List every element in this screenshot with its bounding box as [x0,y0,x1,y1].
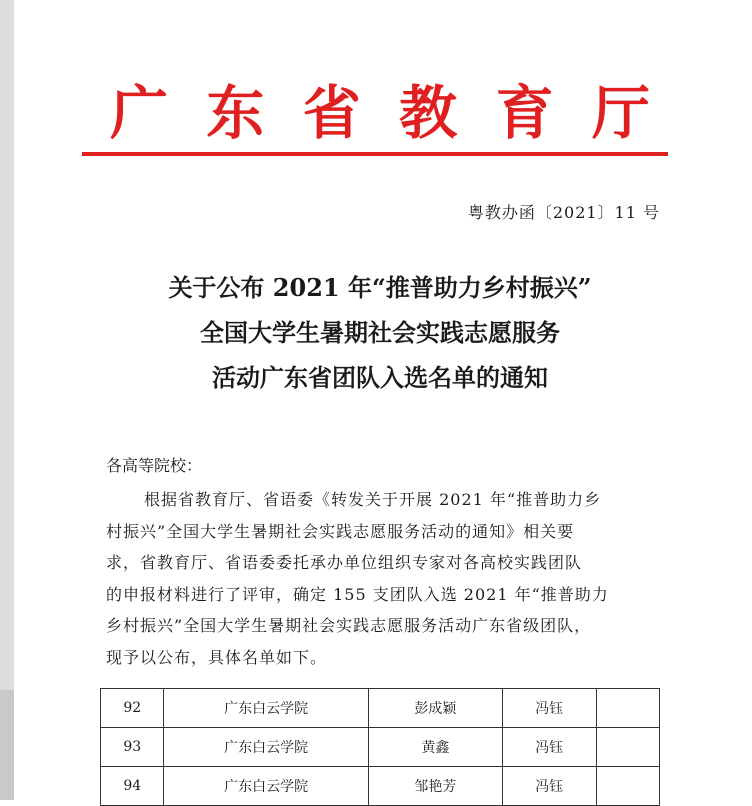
document-number: 粤教办函〔2021〕11 号 [467,203,660,222]
letterhead-char: 东 [206,79,265,147]
letterhead [110,78,650,148]
document-title [80,265,680,400]
member-name: 黄鑫 [368,728,502,767]
scan-left-edge [0,0,14,690]
letterhead-char: 厅 [591,79,650,147]
member-name: 彭成颖 [368,689,502,728]
title-line: 全国大学生暑期社会实践志愿服务 [200,318,560,347]
table-row [101,728,660,767]
teacher-name: 冯钰 [502,728,596,767]
letterhead-red-rule [82,152,668,156]
teacher-name: 冯钰 [502,689,596,728]
school-name: 广东白云学院 [164,767,368,806]
body-line: 根据省教育厅、省语委《转发关于开展 2021 年“推普助力乡 [144,490,602,509]
title-line: 活动广东省团队入选名单的通知 [212,363,548,392]
extra-cell [596,689,659,728]
row-number: 93 [101,728,164,767]
body-line: 求，省教育厅、省语委委托承办单位组织专家对各高校实践团队 [106,553,583,572]
body-line: 的申报材料进行了评审，确定 155 支团队入选 2021 年“推普助力 [106,584,609,604]
body-line: 村振兴”全国大学生暑期社会实践志愿服务活动的通知》相关要 [106,521,575,541]
letterhead-char: 省 [302,79,361,147]
body-line: 乡村振兴”全国大学生暑期社会实践志愿服务活动广东省级团队， [106,616,592,635]
letterhead-char: 教 [399,79,458,147]
scan-left-edge-lower [0,690,14,800]
letterhead-char: 育 [495,79,554,147]
letterhead-char: 广 [110,79,169,147]
salutation: 各高等院校： [106,456,203,475]
table-row [101,689,660,728]
team-list-table [100,688,660,806]
title-line: 关于公布 2021 年“推普助力乡村振兴” [168,273,592,302]
extra-cell [596,728,659,767]
row-number: 94 [101,767,164,806]
school-name: 广东白云学院 [164,728,368,767]
teacher-name: 冯钰 [502,767,596,806]
school-name: 广东白云学院 [164,689,368,728]
body-line: 现予以公布，具体名单如下。 [106,647,328,667]
member-name: 邹艳芳 [368,767,502,806]
body-paragraph [106,484,672,673]
row-number: 92 [101,689,164,728]
